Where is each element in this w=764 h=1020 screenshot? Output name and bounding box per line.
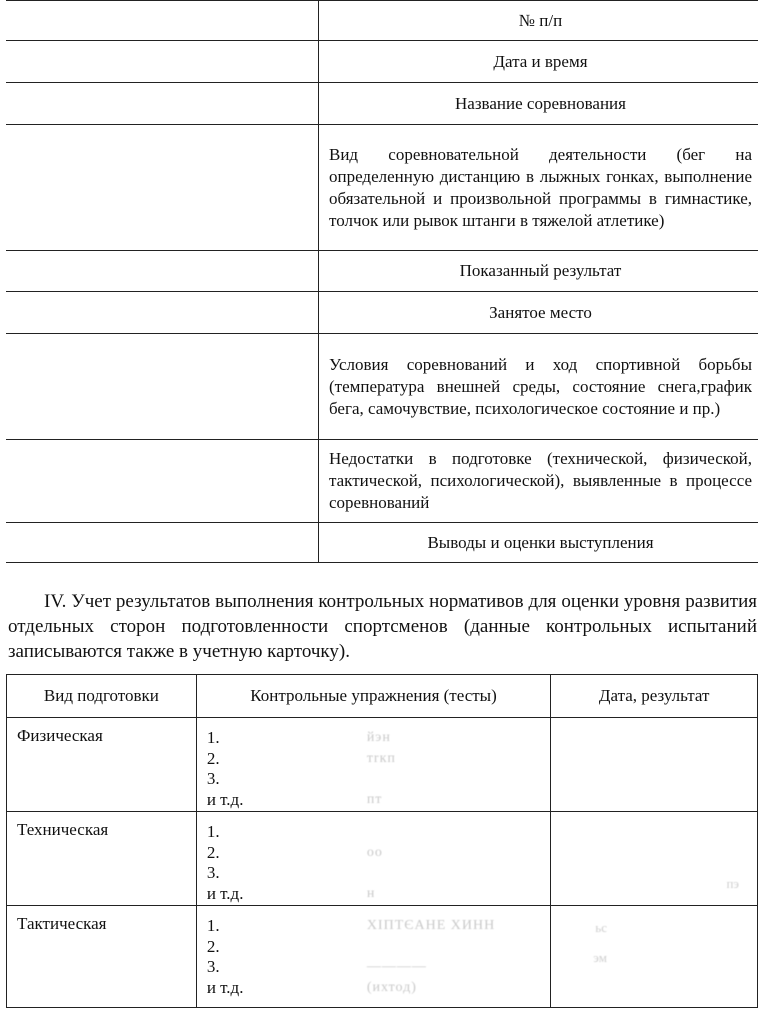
section-paragraph: IV. Учет результатов выполнения контрольных нормативов для оценки уровня развития отдельных сторон подготовленности спортсменов (данные контрольных испытаний записываются также в учетную карточку). [8,591,757,662]
blank-cell [6,334,319,440]
date-result-cell: ьс эм [551,906,758,1008]
table-row [7,718,758,812]
date-result-cell [551,718,758,812]
table-row [6,334,758,440]
blank-cell [6,41,319,83]
blank-cell [6,125,319,251]
tests-cell [196,718,550,812]
blank-cell [6,83,319,125]
tests-cell [196,906,550,1008]
test-item: 3. [206,863,220,882]
training-type-label: Техническая [17,820,109,839]
column-header-date-result: Дата, результат [551,675,758,718]
blank-cell [6,292,319,334]
row-label: Занятое место [319,292,759,334]
column-header-control-tests: Контрольные упражнения (тесты) [196,675,550,718]
test-item: и т.д. пт [206,789,383,809]
header-row [7,675,758,718]
tests-cell [196,812,550,906]
training-type-label: Тактическая [17,914,107,933]
table-row [6,440,758,523]
training-type-label: Физическая [17,726,103,745]
row-label: № п/п [319,1,759,41]
row-label: Недостатки в подготовке (технической, физической, тактической, психологической), выявленные в процессе соревнований [319,440,759,523]
control-tests-table [6,674,758,1008]
test-item: 3. [206,769,220,788]
row-label: Условия соревнований и ход спортивной борьбы (температура внешней среды, состояние снега,график бега, самочувствие, психологическое состояние и пр.) [319,334,759,440]
competition-record-table [6,0,758,563]
table-row [6,41,758,83]
test-item: 3. ———— [206,957,427,976]
blank-cell [6,1,319,41]
blank-cell [6,251,319,292]
test-item: 2. тrкп [206,748,396,768]
training-type-cell [7,812,197,906]
row-label: Вид соревновательной деятельности (бег на определенную дистанцию в лыжных гонках, выполнение обязательной и произвольной программы в гимнастике, толчок или рывок штанги в тяжелой атлетике) [319,125,759,251]
test-item: и т.д. н [206,883,376,903]
table-row [6,1,758,41]
test-item: 1. [206,822,220,841]
table-row [6,523,758,563]
table-row [6,251,758,292]
test-item: 1. йэн [206,728,391,747]
row-label: Выводы и оценки выступления [319,523,759,563]
row-label: Название соревнования [319,83,759,125]
test-item: 2. [206,936,220,956]
row-label: Показанный результат [319,251,759,292]
date-result-cell: пэ [551,812,758,906]
test-item: 2. оо [206,842,383,862]
blank-cell [6,523,319,563]
row-label: Дата и время [319,41,759,83]
table-row [7,812,758,906]
test-item: 1. ХІПТЄАНЕ ХИНН [206,916,496,935]
test-item: и т.д. (ихтод) [206,977,417,997]
table-row [6,83,758,125]
blank-cell [6,440,319,523]
column-header-training-type: Вид подготовки [7,675,197,718]
training-type-cell [7,906,197,1008]
table-row [6,292,758,334]
table-row [6,125,758,251]
table-row [7,906,758,1008]
training-type-cell [7,718,197,812]
